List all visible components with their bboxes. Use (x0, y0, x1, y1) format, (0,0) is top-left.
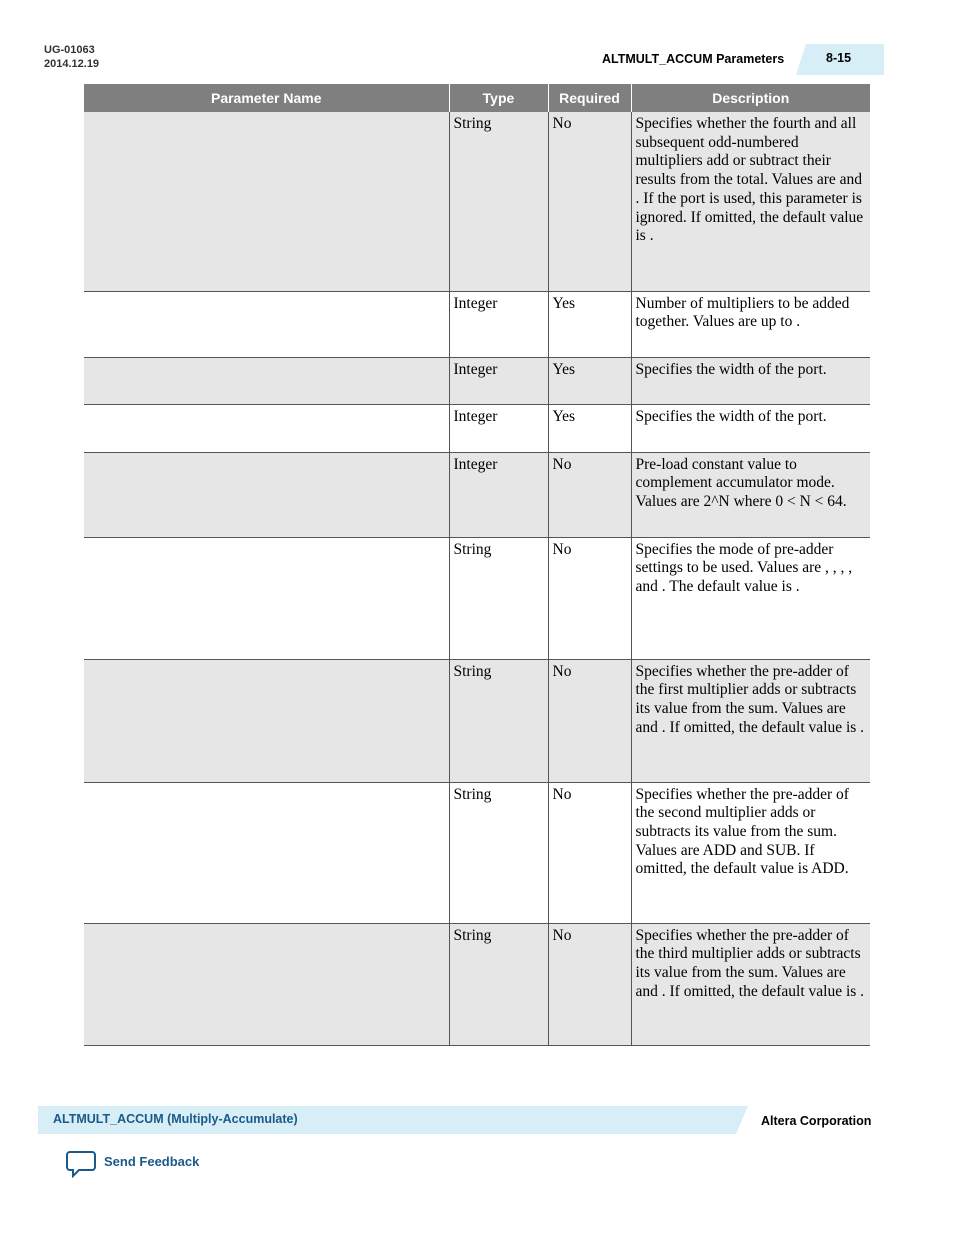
table-row (84, 291, 870, 357)
cell-type: Integer (449, 404, 548, 452)
cell-parameter-name (84, 452, 449, 537)
table-row (84, 923, 870, 1045)
cell-required: No (548, 537, 631, 659)
cell-parameter-name (84, 404, 449, 452)
cell-required: Yes (548, 357, 631, 404)
cell-parameter-name (84, 659, 449, 782)
column-header-type: Type (449, 84, 548, 112)
table-header-row (84, 84, 870, 112)
table-row (84, 537, 870, 659)
cell-description: Specifies the mode of pre-adder settings to be used. Values are , , , , and . The default value is . (631, 537, 870, 659)
doc-id: UG-01063 (44, 44, 95, 56)
cell-type: Integer (449, 357, 548, 404)
cell-description: Specifies whether the pre-adder of the second multiplier adds or subtracts its value from the sum. Values are ADD and SUB. If omitted, the default value is ADD. (631, 782, 870, 923)
doc-date: 2014.12.19 (44, 58, 100, 70)
cell-description: Number of multipliers to be added together. Values are up to . (631, 291, 870, 357)
cell-required: No (548, 923, 631, 1045)
cell-description: Specifies whether the pre-adder of the first multiplier adds or subtracts its value from the sum. Values are and . If omitted, the default value is . (631, 659, 870, 782)
column-header-description: Description (631, 84, 870, 112)
footer-chapter-title: ALTMULT_ACCUM (Multiply-Accumulate) (53, 1112, 298, 1126)
cell-type: String (449, 537, 548, 659)
parameter-table (84, 84, 870, 1046)
cell-description: Pre-load constant value to complement accumulator mode. Values are 2^N where 0 < N < 64. (631, 452, 870, 537)
cell-description: Specifies the width of the port. (631, 357, 870, 404)
cell-required: No (548, 452, 631, 537)
cell-description: Specifies whether the fourth and all subsequent odd-numbered multipliers add or subtract their results from the total. Values are and . If the port is used, this parameter is ignored. If omitted, the default value is . (631, 112, 870, 291)
cell-parameter-name (84, 537, 449, 659)
cell-parameter-name (84, 291, 449, 357)
cell-type: String (449, 112, 548, 291)
column-header-required: Required (548, 84, 631, 112)
cell-type: String (449, 923, 548, 1045)
column-header-parameter-name: Parameter Name (84, 84, 449, 112)
cell-type: String (449, 782, 548, 923)
cell-type: Integer (449, 452, 548, 537)
header-page-number: 8-15 (826, 51, 852, 65)
speech-bubble-icon[interactable] (66, 1150, 96, 1178)
cell-required: Yes (548, 291, 631, 357)
footer-corporation: Altera Corporation (761, 1114, 872, 1128)
table-row (84, 782, 870, 923)
cell-required: No (548, 782, 631, 923)
cell-required: Yes (548, 404, 631, 452)
header-section-title: ALTMULT_ACCUM Parameters (602, 52, 785, 66)
cell-parameter-name (84, 923, 449, 1045)
cell-type: String (449, 659, 548, 782)
table-row (84, 659, 870, 782)
cell-description: Specifies whether the pre-adder of the third multiplier adds or subtracts its value from the sum. Values are and . If omitted, the default value is . (631, 923, 870, 1045)
cell-parameter-name (84, 357, 449, 404)
table-row (84, 112, 870, 291)
cell-parameter-name (84, 112, 449, 291)
table-row (84, 404, 870, 452)
send-feedback-link[interactable]: Send Feedback (104, 1154, 200, 1169)
cell-required: No (548, 659, 631, 782)
cell-type: Integer (449, 291, 548, 357)
cell-parameter-name (84, 782, 449, 923)
cell-required: No (548, 112, 631, 291)
table-row (84, 357, 870, 404)
cell-description: Specifies the width of the port. (631, 404, 870, 452)
table-row (84, 452, 870, 537)
doc-id-block (44, 43, 99, 71)
